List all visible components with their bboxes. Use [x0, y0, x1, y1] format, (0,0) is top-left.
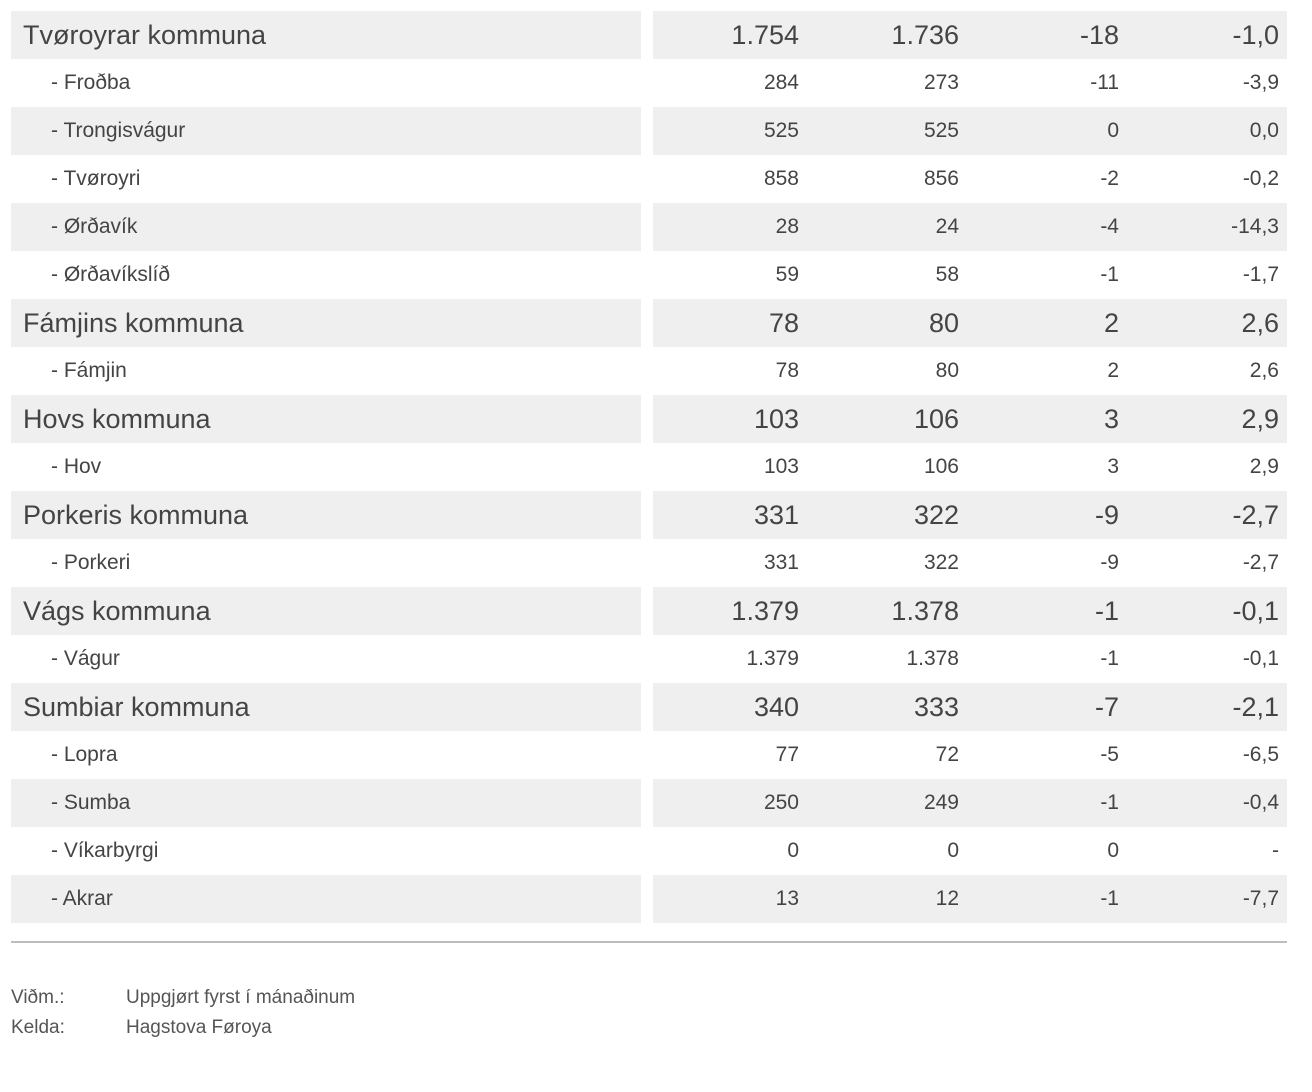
change-percent-value: 2,9 [1249, 455, 1279, 478]
row-values-cell [653, 683, 1287, 731]
change-percent-value: -0,1 [1242, 647, 1279, 670]
row-label-cell [11, 731, 641, 779]
change-percent-value: -0,2 [1242, 167, 1279, 190]
village-row [11, 251, 1287, 299]
row-label: - Lopra [51, 743, 118, 766]
change-percent-value: -2,7 [1232, 500, 1279, 530]
row-label-cell [11, 587, 641, 635]
row-label-cell [11, 347, 641, 395]
count-current-value: 273 [923, 71, 959, 94]
change-absolute-value: -1 [1100, 647, 1119, 670]
change-absolute-value: -9 [1100, 551, 1119, 574]
table-divider [11, 941, 1287, 943]
village-row [11, 875, 1287, 923]
count-current-value: 1.378 [891, 596, 959, 626]
row-values-cell [653, 443, 1287, 491]
change-absolute-value: -4 [1100, 215, 1119, 238]
count-previous-value: 1.379 [746, 647, 799, 670]
count-current-value: 106 [913, 404, 959, 434]
row-label-cell [11, 875, 641, 923]
population-table [11, 11, 1287, 923]
row-label-cell [11, 539, 641, 587]
municipality-row [11, 491, 1287, 539]
count-previous-value: 340 [753, 692, 799, 722]
count-previous-value: 0 [787, 839, 799, 862]
count-previous-value: 13 [775, 887, 799, 910]
row-values-cell [653, 59, 1287, 107]
row-label-cell [11, 683, 641, 731]
change-percent-value: -6,5 [1242, 743, 1279, 766]
row-label-cell [11, 59, 641, 107]
row-label-cell [11, 203, 641, 251]
row-values-cell [653, 251, 1287, 299]
row-label: Vágs kommuna [23, 596, 211, 626]
village-row [11, 539, 1287, 587]
row-label: Sumbiar kommuna [23, 692, 250, 722]
row-label: - Froðba [51, 71, 131, 94]
count-current-value: 322 [913, 500, 959, 530]
count-previous-value: 1.754 [731, 20, 799, 50]
count-previous-value: 331 [763, 551, 799, 574]
count-previous-value: 1.379 [731, 596, 799, 626]
village-row [11, 635, 1287, 683]
row-label: Hovs kommuna [23, 404, 211, 434]
change-absolute-value: -1 [1094, 596, 1119, 626]
row-values-cell [653, 875, 1287, 923]
row-label: - Fámjin [51, 359, 127, 382]
row-values-cell [653, 107, 1287, 155]
change-percent-value: -2,7 [1242, 551, 1279, 574]
change-percent-value: -14,3 [1231, 215, 1279, 238]
row-label: - Vágur [51, 647, 120, 670]
count-current-value: 249 [923, 791, 959, 814]
count-previous-value: 78 [768, 308, 799, 338]
count-previous-value: 284 [763, 71, 799, 94]
count-previous-value: 331 [753, 500, 799, 530]
row-label-cell [11, 827, 641, 875]
village-row [11, 203, 1287, 251]
row-label: - Porkeri [51, 551, 131, 574]
row-values-cell [653, 635, 1287, 683]
municipality-row [11, 395, 1287, 443]
row-values-cell [653, 539, 1287, 587]
change-absolute-value: -7 [1094, 692, 1119, 722]
row-values-cell [653, 779, 1287, 827]
count-previous-value: 77 [775, 743, 799, 766]
change-absolute-value: -5 [1100, 743, 1119, 766]
change-percent-value: -1,7 [1242, 263, 1279, 286]
row-values-cell [653, 299, 1287, 347]
count-previous-value: 858 [763, 167, 799, 190]
count-current-value: 80 [935, 359, 959, 382]
row-values-cell [653, 11, 1287, 59]
row-label: - Hov [51, 455, 102, 478]
change-absolute-value: 2 [1107, 359, 1119, 382]
change-percent-value: - [1272, 839, 1279, 862]
village-row [11, 155, 1287, 203]
change-percent-value: -0,4 [1242, 791, 1279, 814]
village-row [11, 59, 1287, 107]
change-percent-value: -7,7 [1242, 887, 1279, 910]
row-values-cell [653, 347, 1287, 395]
count-current-value: 0 [947, 839, 959, 862]
count-current-value: 322 [923, 551, 959, 574]
change-absolute-value: -9 [1094, 500, 1119, 530]
change-absolute-value: -2 [1100, 167, 1119, 190]
change-percent-value: 2,6 [1241, 308, 1279, 338]
count-current-value: 1.378 [906, 647, 959, 670]
row-label: - Tvøroyri [51, 167, 141, 190]
change-percent-value: 2,9 [1241, 404, 1279, 434]
change-absolute-value: 0 [1107, 839, 1119, 862]
row-label: Porkeris kommuna [23, 500, 249, 530]
count-previous-value: 59 [775, 263, 799, 286]
village-row [11, 443, 1287, 491]
footnote-remark-value: Uppgjørt fyrst í mánaðinum [126, 987, 356, 1008]
row-label-cell [11, 443, 641, 491]
count-current-value: 58 [935, 263, 959, 286]
row-label-cell [11, 299, 641, 347]
row-label: - Ørðavíkslíð [51, 263, 171, 286]
row-label: - Sumba [51, 791, 131, 814]
change-absolute-value: -1 [1100, 791, 1119, 814]
change-percent-value: -3,9 [1242, 71, 1279, 94]
change-absolute-value: 2 [1103, 308, 1119, 338]
count-previous-value: 250 [763, 791, 799, 814]
change-absolute-value: 3 [1107, 455, 1119, 478]
municipality-row [11, 587, 1287, 635]
row-label-cell [11, 251, 641, 299]
row-label: - Trongisvágur [51, 119, 186, 142]
change-absolute-value: 0 [1107, 119, 1119, 142]
row-values-cell [653, 827, 1287, 875]
row-label: - Víkarbyrgi [51, 839, 159, 862]
row-label-cell [11, 395, 641, 443]
change-percent-value: 2,6 [1249, 359, 1279, 382]
row-values-cell [653, 395, 1287, 443]
count-current-value: 856 [923, 167, 959, 190]
count-previous-value: 28 [775, 215, 799, 238]
change-absolute-value: -1 [1100, 263, 1119, 286]
row-label: Tvøroyrar kommuna [23, 20, 267, 50]
count-current-value: 333 [913, 692, 959, 722]
village-row [11, 107, 1287, 155]
village-row [11, 779, 1287, 827]
count-previous-value: 103 [753, 404, 799, 434]
row-label-cell [11, 779, 641, 827]
row-label: Fámjins kommuna [23, 308, 244, 338]
village-row [11, 347, 1287, 395]
municipality-row [11, 11, 1287, 59]
count-previous-value: 78 [775, 359, 799, 382]
count-current-value: 106 [923, 455, 959, 478]
change-percent-value: 0,0 [1249, 119, 1279, 142]
row-label-cell [11, 107, 641, 155]
village-row [11, 731, 1287, 779]
count-current-value: 24 [935, 215, 959, 238]
change-absolute-value: -11 [1090, 71, 1119, 94]
change-absolute-value: -1 [1100, 887, 1119, 910]
count-current-value: 72 [935, 743, 959, 766]
row-label: - Ørðavík [51, 215, 138, 238]
count-current-value: 1.736 [891, 20, 959, 50]
row-values-cell [653, 491, 1287, 539]
footnote-source-label: Kelda: [11, 1017, 65, 1038]
change-percent-value: -2,1 [1232, 692, 1279, 722]
village-row [11, 827, 1287, 875]
change-percent-value: -0,1 [1232, 596, 1279, 626]
row-label: - Akrar [51, 887, 113, 910]
count-current-value: 80 [928, 308, 959, 338]
count-previous-value: 103 [763, 455, 799, 478]
row-values-cell [653, 731, 1287, 779]
row-values-cell [653, 155, 1287, 203]
row-label-cell [11, 491, 641, 539]
count-previous-value: 525 [763, 119, 799, 142]
municipality-row [11, 683, 1287, 731]
change-percent-value: -1,0 [1232, 20, 1279, 50]
footnote-remark-label: Viðm.: [11, 987, 65, 1008]
change-absolute-value: -18 [1079, 20, 1119, 50]
row-values-cell [653, 203, 1287, 251]
row-values-cell [653, 587, 1287, 635]
count-current-value: 525 [923, 119, 959, 142]
row-label-cell [11, 11, 641, 59]
change-absolute-value: 3 [1103, 404, 1119, 434]
row-label-cell [11, 155, 641, 203]
row-label-cell [11, 635, 641, 683]
municipality-row [11, 299, 1287, 347]
footnote-source-value: Hagstova Føroya [126, 1017, 272, 1038]
count-current-value: 12 [935, 887, 959, 910]
